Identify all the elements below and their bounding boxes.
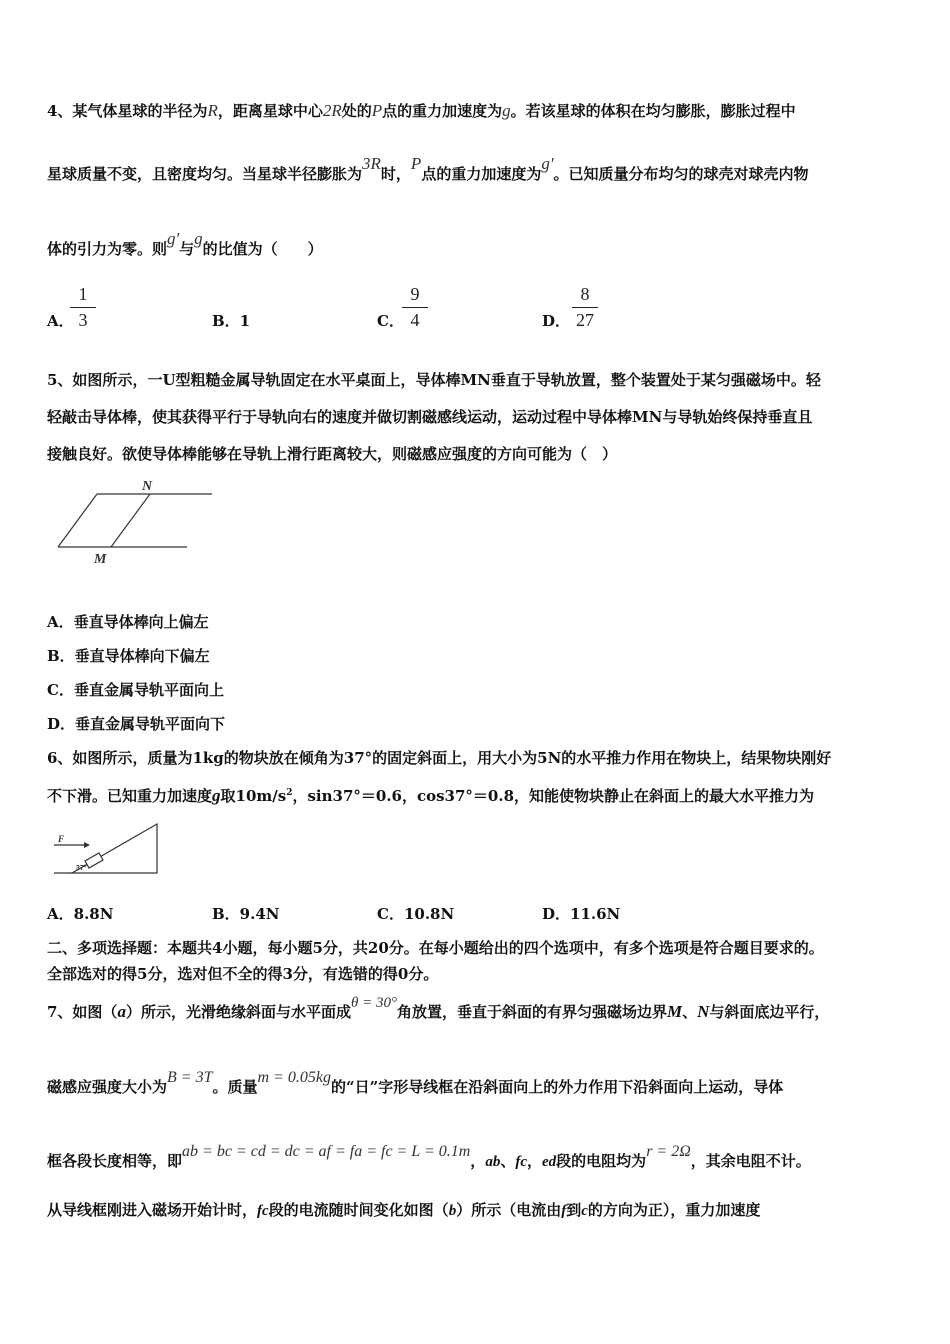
q4-option-c[interactable]: C． (377, 312, 404, 330)
q6-option-b[interactable]: B．9.4N (212, 905, 280, 923)
q4-option-d-fraction: $\frac{8}{27}$ (572, 284, 598, 331)
q5-option-a[interactable]: A．垂直导体棒向上偏左 (47, 613, 209, 631)
q5-line-2: 轻敲击导体棒，使其获得平行于导轨向右的速度并做切割磁感线运动，运动过程中导体棒MN与导轨始终保持垂直且 (47, 408, 813, 426)
q5-option-c[interactable]: C．垂直金属导轨平面向上 (47, 681, 224, 699)
q7-line-1: 7、如图（a）所示，光滑绝缘斜面与水平面成θ = 30°角放置，垂直于斜面的有界匀强磁场边界M、N与斜面底边平行， (47, 995, 830, 1021)
q4-line-2: 星球质量不变，且密度均匀。当星球半径膨胀为3R时，P点的重力加速度为g'。已知质量分布均匀的球壳对球壳内物 (47, 154, 809, 183)
q6-option-c[interactable]: C．10.8N (377, 905, 455, 923)
force-label: F (58, 834, 65, 844)
q6-line-2: 不下滑。已知重力加速度g取$10m/s^2$，sin37°＝0.6，cos37°＝0.8，知能使物块静止在斜面上的最大水平推力为 (47, 786, 815, 805)
section2-line-2: 全部选对的得5分，选对但不全的得3分，有选错的得0分。 (47, 965, 439, 983)
q5-line-1: 5、如图所示，一U型粗糙金属导轨固定在水平桌面上，导体棒MN垂直于导轨放置，整个装置处于某匀强磁场中。轻 (47, 371, 821, 389)
section2-line-1: 二、多项选择题：本题共4小题，每小题5分，共20分。在每小题给出的四个选项中，有多个选项是符合题目要求的。 (47, 939, 824, 957)
q6-option-a[interactable]: A．8.8N (47, 905, 114, 923)
angle-label: 37° (76, 865, 87, 872)
label-n: N (142, 479, 153, 494)
q5-line-3: 接触良好。欲使导体棒能够在导轨上滑行距离较大，则磁感应强度的方向可能为（ ） (47, 445, 618, 463)
q4-option-c-fraction: $\frac{9}{4}$ (402, 284, 428, 331)
q4-line-1: 4、某气体星球的半径为R，距离星球中心2R处的P点的重力加速度为g。若该星球的体积在均匀膨胀，膨胀过程中 (47, 101, 796, 120)
q5-option-d[interactable]: D．垂直金属导轨平面向下 (47, 715, 226, 733)
q5-rail-figure (50, 476, 220, 568)
q7-line-3: 框各段长度相等，即ab = bc = cd = dc = af = fa = fc = L = 0.1m，ab、fc，ed段的电阻均为r = 2Ω，其余电阻不计。 (47, 1143, 811, 1170)
q4-option-d[interactable]: D． (542, 312, 571, 330)
q6-option-d[interactable]: D．11.6N (542, 905, 621, 923)
q4-option-a-fraction: $\frac{1}{3}$ (70, 284, 96, 331)
q6-incline-figure (50, 818, 162, 878)
q7-line-2: 磁感应强度大小为B = 3T。质量m = 0.05kg的“日”字形导线框在沿斜面向上的外力作用下沿斜面向上运动，导体 (47, 1069, 784, 1096)
q5-option-b[interactable]: B．垂直导体棒向下偏左 (47, 647, 210, 665)
label-m: M (94, 552, 107, 567)
q4-option-a[interactable]: A． (47, 312, 74, 330)
q4-option-b[interactable]: B．1 (212, 312, 251, 330)
q4-line-3: 体的引力为零。则g'与g的比值为（ ） (47, 229, 323, 258)
q6-line-1: 6、如图所示，质量为1kg的物块放在倾角为37°的固定斜面上，用大小为5N的水平推力作用在物块上，结果物块刚好 (47, 749, 832, 767)
q7-line-4: 从导线框刚进入磁场开始计时，fc段的电流随时间变化如图（b）所示（电流由f到c的方向为正），重力加速度 (47, 1201, 761, 1219)
